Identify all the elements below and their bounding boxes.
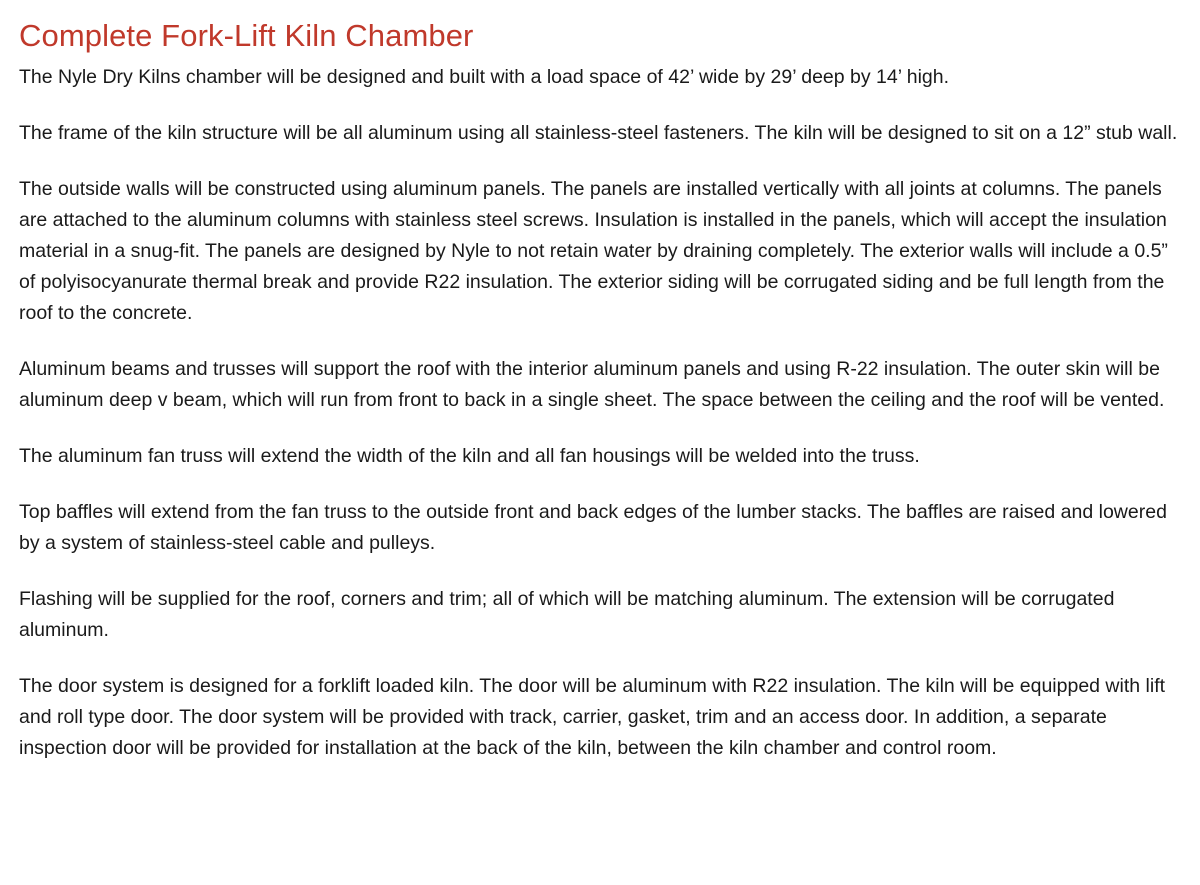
paragraph-roof: Aluminum beams and trusses will support the roof with the interior aluminum panels and using R-22 insulation. The outer skin will be aluminum deep v beam, which will run from front to back in a single sheet. The space between the ceiling and the roof will be vented. (19, 358, 1165, 411)
document (19, 16, 1184, 764)
document-title: Complete Fork-Lift Kiln Chamber (19, 18, 474, 53)
paragraph-frame: The frame of the kiln structure will be all aluminum using all stainless-steel fasteners. The kiln will be designed to sit on a 12” stub wall. (19, 122, 1178, 144)
paragraph-door-system: The door system is designed for a forklift loaded kiln. The door will be aluminum with R22 insulation. The kiln will be equipped with lift and roll type door. The door system will be provided with track, carrier, gasket, trim and an access door. In addition, a separate inspection door will be provided for installation at the back of the kiln, between the kiln chamber and control room. (19, 675, 1166, 759)
paragraph-fan-truss: The aluminum fan truss will extend the width of the kiln and all fan housings will be welded into the truss. (19, 445, 920, 467)
paragraph-load-space: The Nyle Dry Kilns chamber will be designed and built with a load space of 42’ wide by 29’ deep by 14’ high. (19, 66, 950, 88)
paragraph-flashing: Flashing will be supplied for the roof, corners and trim; all of which will be matching aluminum. The extension will be corrugated aluminum. (19, 588, 1115, 641)
paragraph-outside-walls: The outside walls will be constructed using aluminum panels. The panels are installed vertically with all joints at columns. The panels are attached to the aluminum columns with stainless steel screws. Insulation is installed in the panels, which will accept the insulation material in a snug-fit. The panels are designed by Nyle to not retain water by draining completely. The exterior walls will include a 0.5” of polyisocyanurate thermal break and provide R22 insulation. The exterior siding will be corrugated siding and be full length from the roof to the concrete. (19, 178, 1168, 324)
paragraph-baffles: Top baffles will extend from the fan truss to the outside front and back edges of the lumber stacks. The baffles are raised and lowered by a system of stainless-steel cable and pulleys. (19, 501, 1167, 554)
